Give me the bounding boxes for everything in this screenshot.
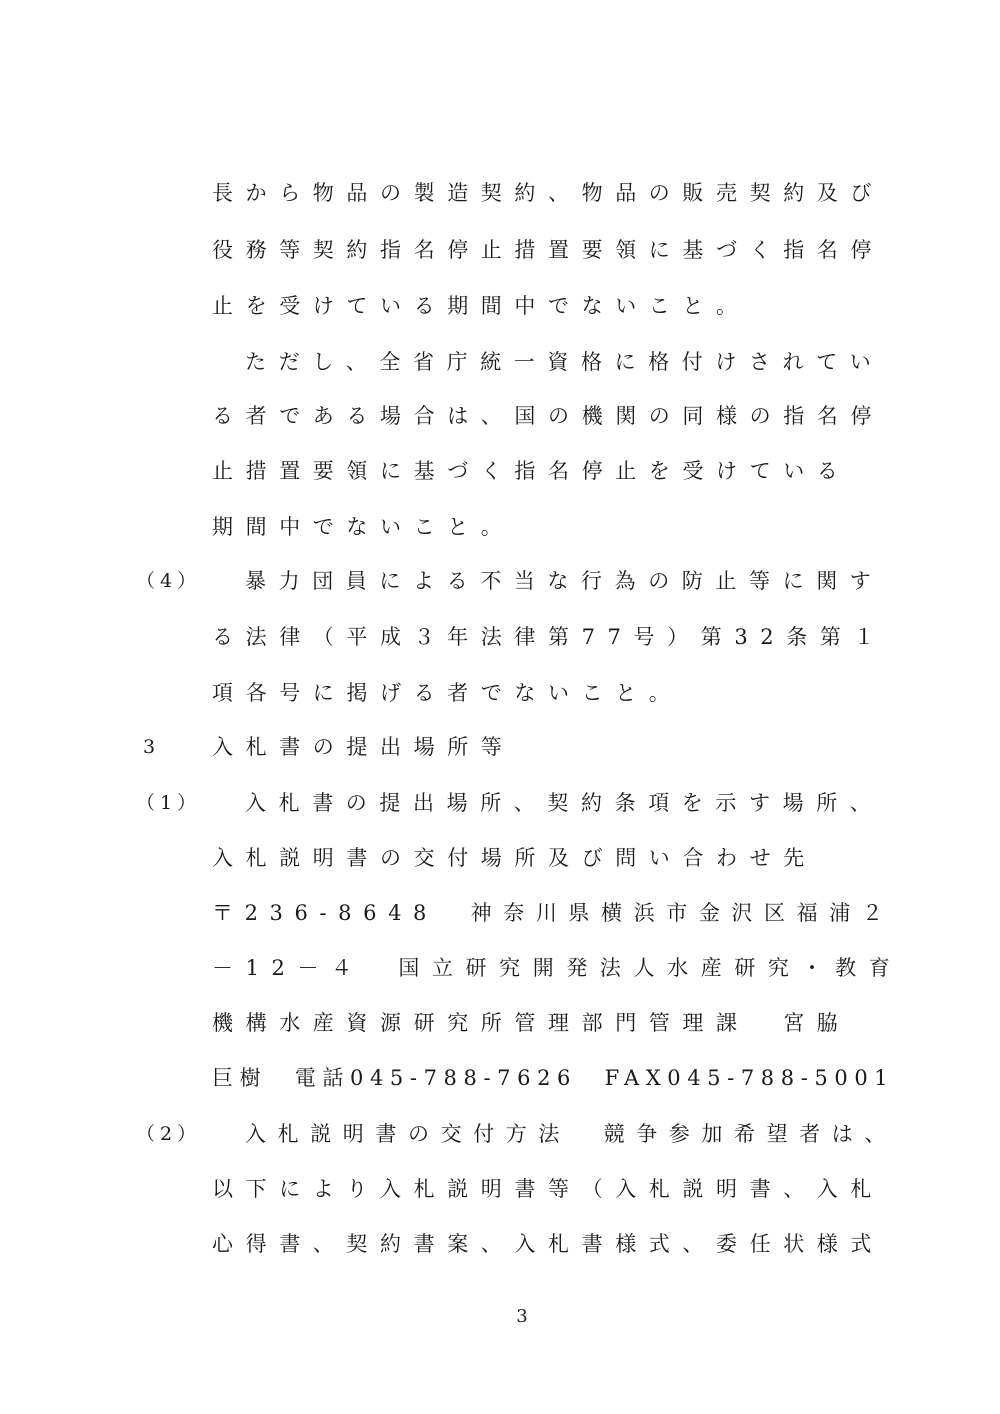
text-line (0, 617, 1000, 657)
section-number: 3 (143, 736, 161, 758)
text-line (0, 230, 1000, 270)
line-text: 入札説明書の交付方法 競争参加希望者は、 (245, 1122, 897, 1146)
line-text: 入札説明書の交付場所及び問い合わせ先 (212, 846, 817, 870)
line-text: 機構水産資源研究所管理部門管理課 宮脇 (212, 1011, 851, 1035)
line-text: 巨樹 電話045-788-7626 FAX045-788-5001 (212, 1066, 895, 1090)
item-marker: （1） (136, 792, 202, 814)
line-text: 暴力団員による不当な行為の防止等に関す (245, 569, 884, 593)
text-line (0, 1169, 1000, 1209)
text-line (0, 507, 1000, 547)
text-line (0, 1058, 1000, 1098)
text-line (0, 838, 1000, 878)
page-number: 3 (516, 1306, 528, 1327)
line-text: ただし、全省庁統一資格に格付けされてい (245, 350, 884, 374)
text-line (0, 396, 1000, 436)
line-text: 役務等契約指名停止措置要領に基づく指名停 (212, 238, 884, 262)
text-line (0, 451, 1000, 491)
line-text: 入札書の提出場所、契約条項を示す場所、 (245, 791, 884, 815)
text-line (0, 673, 1000, 713)
text-line (0, 1003, 1000, 1043)
line-text: 止措置要領に基づく指名停止を受けている (212, 459, 851, 483)
line-text: 心得書、契約書案、入札書様式、委任状様式 (212, 1232, 884, 1256)
text-line (0, 286, 1000, 326)
line-text: 〒236-8648 神奈川県横浜市金沢区福浦２ (212, 901, 895, 925)
line-text: 以下により入札説明書等（入札説明書、入札 (212, 1177, 884, 1201)
item-marker: （4） (136, 570, 202, 592)
section-heading: 入札書の提出場所等 (212, 735, 515, 759)
text-line (0, 783, 1000, 823)
line-text: る法律（平成３年法律第77号）第32条第１ (212, 625, 888, 649)
line-text: 長から物品の製造契約、物品の販売契約及び (212, 181, 884, 205)
text-line (0, 342, 1000, 382)
line-text: 止を受けている期間中でないこと。 (212, 294, 750, 318)
item-marker: （2） (136, 1123, 202, 1145)
line-text: 期間中でないこと。 (212, 515, 515, 539)
text-line (0, 1114, 1000, 1154)
text-line (0, 893, 1000, 933)
line-text: る者である場合は、国の機関の同様の指名停 (212, 404, 884, 428)
text-line (0, 727, 1000, 767)
text-line (0, 948, 1000, 988)
line-text: －12－４ 国立研究開発法人水産研究・教育 (212, 956, 903, 980)
text-line (0, 1224, 1000, 1264)
line-text: 項各号に掲げる者でないこと。 (212, 681, 683, 705)
text-line (0, 173, 1000, 213)
text-line (0, 561, 1000, 601)
